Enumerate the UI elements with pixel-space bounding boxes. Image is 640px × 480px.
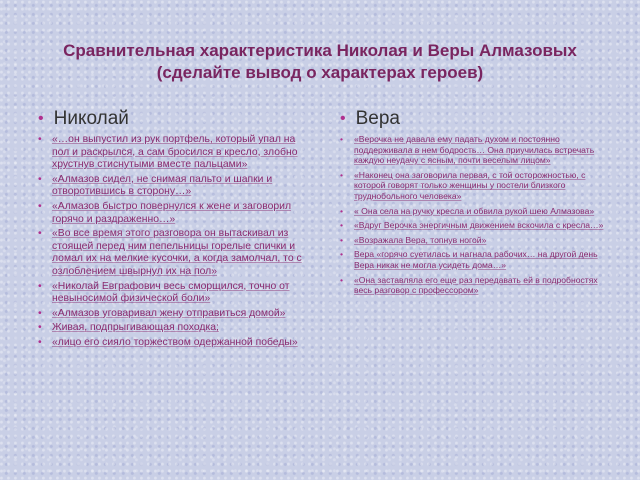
list-item: • Живая, подпрыгивающая походка;: [38, 322, 310, 335]
list-item: • «Она заставляла его еще раз передавать ей в подробностях весь разговор с профессором»: [340, 275, 610, 296]
nikolay-quotes-list: [38, 134, 310, 350]
list-item: • Вера «горячо суетилась и нагнала рабочих… на другой день Вера никак не могла усидеть дома…»: [340, 249, 610, 270]
list-item: • «Возражала Вера, топнув ногой»: [340, 235, 610, 246]
list-item: • «Во все время этого разговора он вытаскивал из стоящей перед ним пепельницы горелые спички и ломал их на мелкие кусочки, а когда замолчал, то с озлоблением швырнул их на пол»: [38, 228, 310, 278]
list-item: • «лицо его сияло торжеством одержанной победы»: [38, 337, 310, 350]
list-item: • «Алмазов уговаривал жену отправиться домой»: [38, 308, 310, 321]
slide-title: [20, 40, 620, 84]
vera-quotes-list: [340, 134, 610, 296]
title-line-2: (сделайте вывод о характерах героев): [156, 63, 484, 82]
list-item: • «Наконец она заговорила первая, с той осторожностью, с которой говорят только женщины у постели близкого труднобольного человека»: [340, 170, 610, 202]
list-item: • «Алмазов быстро повернулся к жене и заговорил горячо и раздраженно…»: [38, 201, 310, 226]
vera-heading-text: Вера: [355, 108, 400, 129]
nikolay-heading: [38, 108, 310, 130]
list-item: • «Николай Евграфович весь сморщился, точно от невыносимой физической боли»: [38, 281, 310, 306]
list-item: • «Вдруг Верочка энергичным движением вскочила с кресла…»: [340, 220, 610, 231]
bullet-icon: •: [38, 110, 44, 127]
title-line-1: Сравнительная характеристика Николая и Веры Алмазовых: [63, 41, 577, 60]
nikolay-column: [38, 108, 310, 352]
list-item: • «Верочка не давала ему падать духом и постоянно поддерживала в нем бодрость… Она приучилась встречать каждую неудачу с ясным, почти веселым лицом»: [340, 134, 610, 166]
list-item: • «Алмазов сидел, не снимая пальто и шапки и отворотившись в сторону…»: [38, 174, 310, 199]
nikolay-heading-text: Николай: [53, 108, 129, 129]
vera-column: [340, 108, 610, 300]
list-item: • «…он выпустил из рук портфель, который упал на пол и раскрылся, а сам бросился в кресло, злобно хрустнув стиснутыми вместе пальцами»: [38, 134, 310, 172]
vera-heading: [340, 108, 610, 130]
bullet-icon: •: [340, 110, 346, 127]
list-item: • « Она села на ручку кресла и обвила рукой шею Алмазова»: [340, 206, 610, 217]
